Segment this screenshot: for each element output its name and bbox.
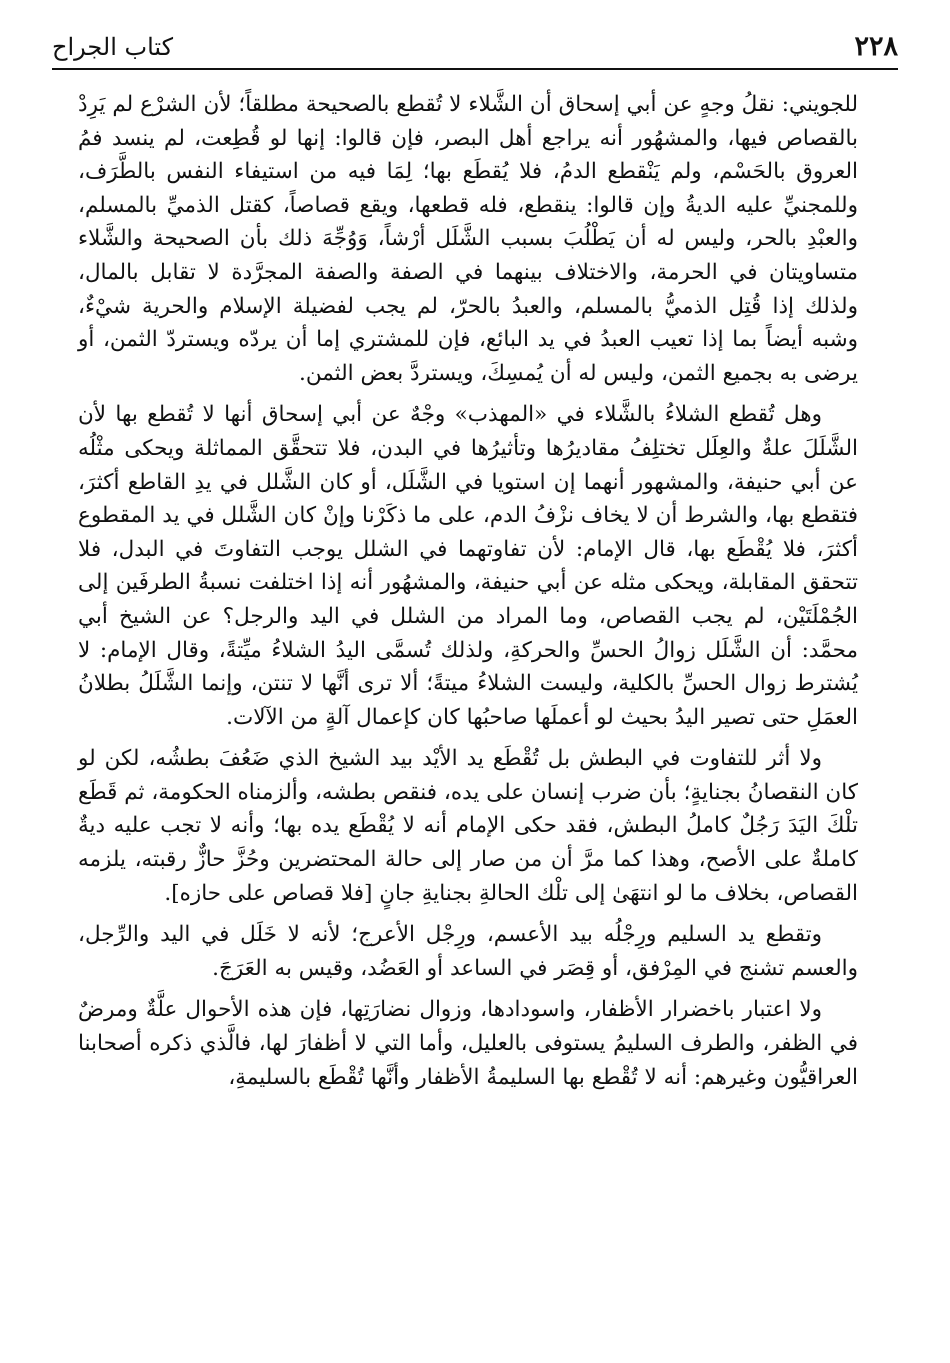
paragraph: ولا أثر للتفاوت في البطش بل تُقْطَع يد الأيْد بيد الشيخ الذي ضَعُفَ بطشُه، لكن لو كان النقصانُ بجنايةٍ؛ بأن ضرب إنسان على يده، فنقص بطشه، وألزمناه الحكومة، ثم قَطَع تلْكَ اليَدَ رَجُلٌ كاملُ البطش، فقد حكى الإمام أنه لا يُقْطَع يده بها؛ وأنه لا تجب عليه ديةٌ كاملةٌ على الأصح، وهذا كما مرَّ أن من صار إلى حالة المحتضرين وحُزَّ حازٌّ رقبته، يلزمه القصاص، بخلاف ما لو انتهَىٰ إلى تلْك الحالةِ بجنايةِ جانٍ [فلا قصاص على حازه]. — [78, 746, 858, 906]
paragraph: للجويني: نقلُ وجهٍ عن أبي إسحاق أن الشَّلاء لا تُقطع بالصحيحة مطلقاً؛ لأن الشرْع لم يَرِدْ بالقصاص فيها، والمشهُور أنه يراجع أهل البصر، فإن قالوا: إنها لو قُطِعت، لم ينسد فمُ العروق بالحَسْم، ولم يَنْقطع الدمُ، فلا يُقطَع بها؛ لِمَا فيه من استيفاء النفس بالطَّرَف، وللمجنيِّ عليه الديةُ وإن قالوا: ينقطع، فله قطعها، ويقع قصاصاً، كقتل الذميِّ بالمسلم، والعبْدِ بالحر، وليس له أن يَطْلُبَ بسبب الشَّلَل أرْشاً، وَوُجِّهَ ذلك بأن الصحيحة والشَّلاء متساويتان في الحرمة، والاختلاف بينهما في الصفة والصفة المجرَّدة لا تقابل بالمال، ولذلك إذا قُتِل الذميُّ بالمسلم، والعبدُ بالحرّ، لم يجب لفضيلة الإسلام والحرية شيْءٌ، وشبه أيضاً بما إذا تعيب العبدُ في يد البائع، فإن للمشتري إما أن يردّه ويستردّ الثمن، أو يرضى به بجميع الثمن، وليس له أن يُمسِكَ، ويستردَّ بعض الثمن. — [78, 92, 858, 386]
page-number: ٢٢٨ — [854, 31, 898, 62]
book-title: كتاب الجراح — [52, 33, 174, 61]
running-header — [52, 28, 898, 70]
paragraph: وتقطع يد السليم ورِجْلُه بيد الأعسم، ورِجْل الأعرج؛ لأنه لا خَلَل في اليد والرِّجل، والعسم تشنج في المِرْفق، أو قِصَر في الساعد أو العَضُد، وقيس به العَرَجَ. — [78, 922, 858, 981]
paragraph: ولا اعتبار باخضرار الأظفار، واسودادها، وزوال نضارَتِها، فإن هذه الأحوال علَّةٌ ومرضٌ في الظفر، والطرف السليمُ يستوفى بالعليل، وأما التي لا أظفارَ لها، فالَّذي ذكره أصحابنا العراقيُّون وغيرهم: أنه لا تُقْطع بها السليمةُ الأظفار وأنَّها تُقْطَع بالسليمةِ، — [78, 997, 858, 1090]
body-text — [78, 88, 858, 1102]
paragraph: وهل تُقطع الشلاءُ بالشَّلاء في «المهذب» وجْهٌ عن أبي إسحاق أنها لا تُقطع بها لأن الشَّلَلَ علةٌ والعِلَل تختلِفُ مقاديرُها وتأثيرُها في البدن، فلا تتحقَّق المماثلة ويحكى مثْلُه عن أبي حنيفة، والمشهور أنهما إن استويا في الشَّلَل، أو كان الشَّلل في يدِ القاطع أكثرَ، فتقطع بها، والشرط أن لا يخاف نزْفُ الدم، على ما ذكَرْنا وإنْ كان الشَّلل في يد المقطوع أكثرَ، فلا يُقْطَع بها، قال الإمام: لأن تفاوتهما في الشلل يوجب التفاوتَ في البدل، فلا تتحقق المقابلة، ويحكى مثله عن أبي حنيفة، والمشهُور أنه إذا اختلفت نسبةُ الطرفَين إلى الجُمْلَتَيْن، لم يجب القصاص، وما المراد من الشلل في اليد والرجل؟ عن الشيخ أبي محمَّد: أن الشَّلَل زوالُ الحسِّ والحركةِ، ولذلك تُسمَّى اليدُ الشلاءُ ميِّتةً، وقال الإمام: لا يُشترط زوال الحسِّ بالكلية، وليست الشلاءُ ميتةً؛ ألا ترى أنَّها لا تنتن، وإنما الشَّلَلُ بطلانُ العمَلِ حتى تصير اليدُ بحيث لو أعملَها صاحبُها كان كإعمال آلةٍ من الآلات. — [78, 402, 858, 730]
